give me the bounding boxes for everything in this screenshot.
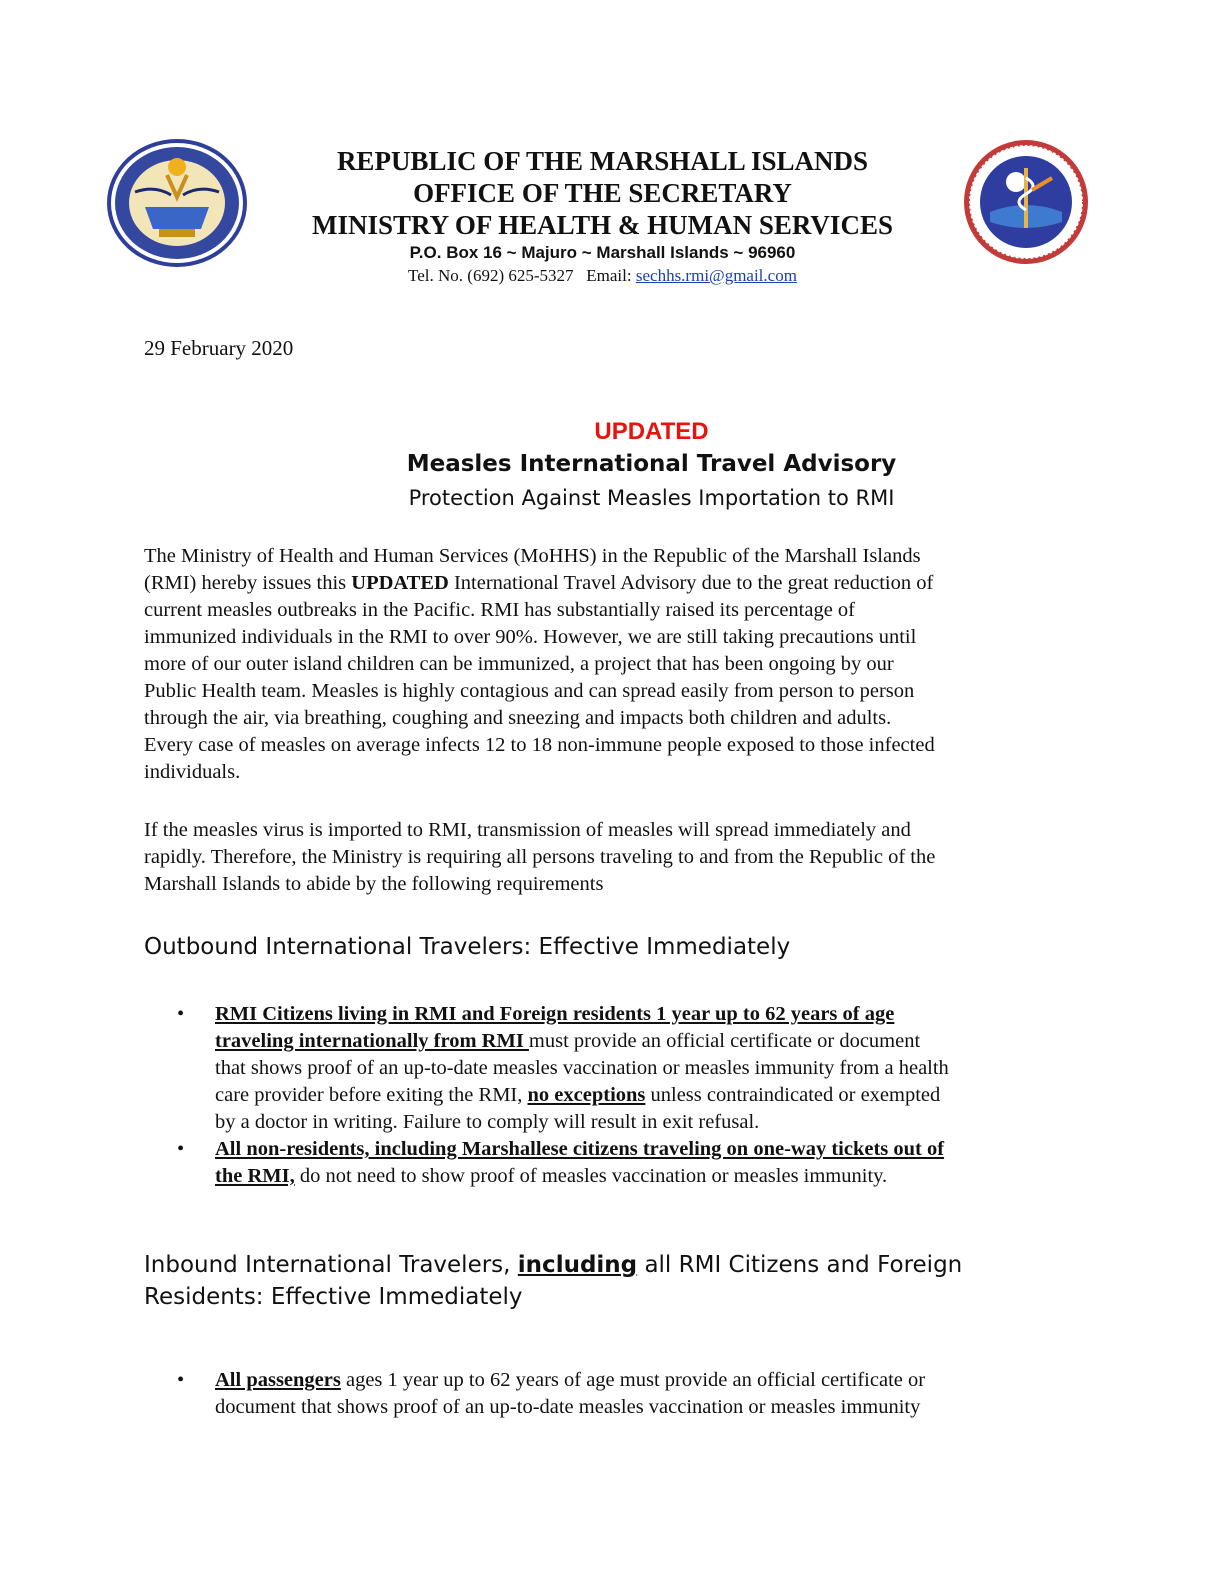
header-ministry-line: MINISTRY OF HEALTH & HUMAN SERVICES (312, 210, 893, 240)
paragraph-line: If the measles virus is imported to RMI, transmission of measles will spread immediately and (144, 819, 911, 841)
text-run: (RMI) hereby issues this (144, 572, 352, 594)
text-run: all RMI Citizens and Foreign (637, 1252, 963, 1278)
advisory-subtitle: Protection Against Measles Importation to RMI (408, 486, 895, 510)
list-line (215, 1028, 1077, 1055)
emphasis-run: traveling internationally from RMI (215, 1030, 529, 1052)
emphasis-run: All passengers (215, 1369, 341, 1391)
paragraph-line: Every case of measles on average infects 12 to 18 non-immune people exposed to those infected (144, 734, 935, 756)
header-office-line: OFFICE OF THE SECRETARY (413, 178, 792, 208)
header-email-label: Email: (586, 266, 632, 285)
inbound-requirements-list (177, 1367, 1077, 1421)
outbound-heading (144, 931, 1074, 963)
republic-seal-icon (105, 137, 250, 270)
text-run: Inbound International Travelers, (144, 1252, 518, 1278)
emphasis-run: All non-residents, including Marshallese citizens traveling on one-way tickets out of (215, 1138, 945, 1160)
paragraph-line: rapidly. Therefore, the Ministry is requiring all persons traveling to and from the Republic of the (144, 846, 936, 868)
inbound-heading (144, 1249, 1074, 1313)
list-item (177, 1367, 1077, 1421)
paragraph-line: The Ministry of Health and Human Services (MoHHS) in the Republic of the Marshall Islands (144, 545, 921, 567)
updated-emphasis: UPDATED (351, 572, 449, 594)
emphasis-run: RMI Citizens living in RMI and Foreign residents 1 year up to 62 years of age (215, 1003, 895, 1025)
paragraph-line: Marshall Islands to abide by the following requirements (144, 873, 604, 895)
header-republic-line: REPUBLIC OF THE MARSHALL ISLANDS (336, 146, 869, 176)
document-date: 29 February 2020 (144, 336, 294, 360)
paragraph-line: immunized individuals in the RMI to over 90%. However, we are still taking precautions until (144, 626, 917, 648)
updated-label: UPDATED (594, 418, 709, 445)
paragraph-line (144, 570, 1079, 597)
list-line: that shows proof of an up-to-date measles vaccination or measles immunity from a health (215, 1057, 949, 1079)
advisory-title: Measles International Travel Advisory (406, 451, 897, 477)
bullet-icon: • (177, 1003, 185, 1025)
header-address: P.O. Box 16 ~ Majuro ~ Marshall Islands ~ 96960 (409, 243, 796, 262)
list-item (177, 1136, 1077, 1190)
paragraph-line: Public Health team. Measles is highly contagious and can spread easily from person to person (144, 680, 915, 702)
paragraph-line: individuals. (144, 761, 241, 783)
heading-text (144, 1249, 1074, 1281)
emphasis-run: the RMI, (215, 1165, 295, 1187)
email-link[interactable]: sechhs.rmi@gmail.com (635, 266, 797, 285)
list-line (215, 1163, 1077, 1190)
emphasis-run: no exceptions (527, 1084, 646, 1106)
list-line: by a doctor in writing. Failure to comply will result in exit refusal. (215, 1111, 760, 1133)
text-run: do not need to show proof of measles vaccination or measles immunity. (294, 1165, 888, 1187)
header-telephone: Tel. No. (692) 625-5327 (408, 266, 574, 285)
outbound-requirements-list (177, 1001, 1077, 1190)
text-run: ages 1 year up to 62 years of age must provide an official certificate or (340, 1369, 926, 1391)
text-run: care provider before exiting the RMI, (215, 1084, 528, 1106)
bullet-icon: • (177, 1138, 185, 1160)
heading-text: Outbound International Travelers: Effective Immediately (144, 934, 791, 960)
paragraph-line: through the air, via breathing, coughing and sneezing and impacts both children and adults. (144, 707, 892, 729)
intro-paragraph (144, 543, 1079, 786)
text-run: unless contraindicated or exempted (645, 1084, 941, 1106)
list-line: document that shows proof of an up-to-date measles vaccination or measles immunity (215, 1396, 921, 1418)
paragraph-line: more of our outer island children can be immunized, a project that has been ongoing by our (144, 653, 894, 675)
heading-text: Residents: Effective Immediately (144, 1284, 523, 1310)
list-line (215, 1367, 1077, 1394)
emphasis-run: including (517, 1252, 638, 1278)
bullet-icon: • (177, 1369, 185, 1391)
list-line (215, 1001, 1077, 1028)
requirements-paragraph (144, 817, 1079, 898)
list-line (215, 1082, 1077, 1109)
paragraph-line: current measles outbreaks in the Pacific. RMI has substantially raised its percentage of (144, 599, 856, 621)
text-run: must provide an official certificate or document (528, 1030, 921, 1052)
text-run: International Travel Advisory due to the great reduction of (448, 572, 934, 594)
ministry-of-health-seal-icon (960, 138, 1092, 266)
header-contact (300, 266, 905, 286)
list-line (215, 1136, 1077, 1163)
list-item (177, 1001, 1077, 1136)
